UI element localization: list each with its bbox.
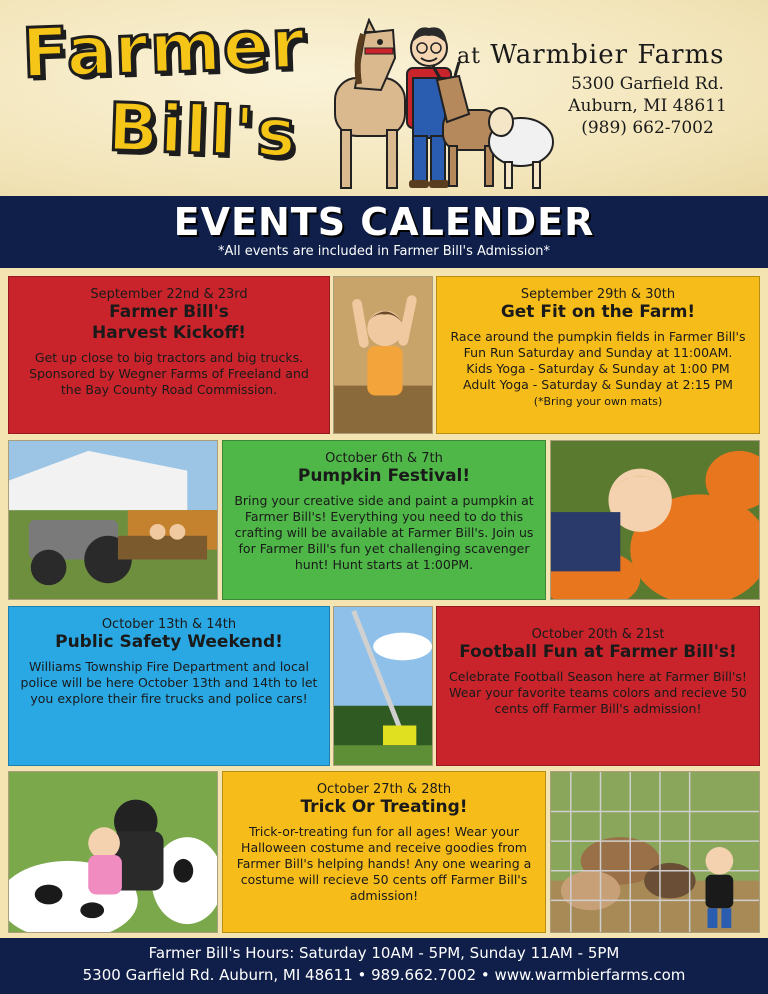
event-card-harvest-kickoff [8, 276, 330, 434]
event-title: Trick Or Treating! [300, 797, 468, 817]
phone-number: (989) 662-7002 [581, 118, 714, 138]
event-description: Bring your creative side and paint a pumpkin at Farmer Bill's! Everything you need to do this crafting will be available at Farmer Bill's. Join us for Farmer Bill's fun yet challenging scavenger hunt! Hunt starts at 1:00PM. [234, 493, 534, 572]
event-title: Pumpkin Festival! [297, 466, 471, 486]
logo-farmer: Farmer [20, 5, 308, 94]
banner-subtitle: *All events are included in Farmer Bill's Admission* [217, 244, 551, 259]
event-date: October 13th & 14th [101, 617, 237, 632]
event-title: Football Fun at Farmer Bill's! [459, 642, 737, 662]
photo-boy-on-pumpkin [550, 440, 760, 600]
event-adult-yoga: Adult Yoga - Saturday & Sunday at 2:15 PM [463, 377, 733, 392]
event-card-football-fun [436, 606, 760, 766]
events-grid [0, 268, 768, 938]
event-description: Celebrate Football Season here at Farmer Bill's! Wear your favorite teams colors and recieve 50 cents off Farmer Bill's admission! [449, 669, 747, 716]
footer [0, 938, 768, 994]
event-description: Williams Township Fire Department and local police will be here October 13th and 14th to let you explore their fire trucks and police cars! [20, 659, 318, 706]
photo-cow-ride [8, 771, 218, 933]
event-description: Trick-or-treating fun for all ages! Wear your Halloween costume and receive goodies from Farmer Bill's helping hands! Any one wearing a costume will recieve 50 cents off Farmer Bill's admission! [236, 824, 532, 903]
photo-child-pumpkin-field [333, 276, 433, 434]
sheep-icon [489, 108, 553, 188]
event-title: Get Fit on the Farm! [500, 302, 696, 322]
event-card-trick-or-treating [222, 771, 546, 933]
horse-icon [335, 20, 405, 188]
footer-hours: Farmer Bill's Hours: Saturday 10AM - 5PM, Sunday 11AM - 5PM [148, 944, 620, 962]
at-prefix: at [457, 44, 481, 69]
events-banner [0, 196, 768, 268]
event-date: October 20th & 21st [531, 627, 665, 642]
logo-bills: Bill's [106, 88, 299, 173]
event-date: September 29th & 30th [520, 287, 676, 302]
event-description: Race around the pumpkin fields in Farmer Bill's Fun Run Saturday and Sunday at 11:00AM. [450, 329, 746, 360]
photo-fire-truck-ladder [333, 606, 433, 766]
event-title: Public Safety Weekend! [55, 632, 283, 652]
event-description: Get up close to big tractors and big trucks. Sponsored by Wegner Farms of Freeland and the Bay County Road Commission. [29, 350, 309, 397]
farm-name-line [457, 40, 763, 70]
event-title: Farmer Bill's [109, 302, 229, 322]
event-card-get-fit [436, 276, 760, 434]
event-date: October 6th & 7th [325, 451, 443, 466]
photo-petting-zoo-goats [550, 771, 760, 933]
event-card-pumpkin-festival [222, 440, 546, 600]
event-kids-yoga: Kids Yoga - Saturday & Sunday at 1:00 PM [466, 361, 730, 376]
event-date: September 22nd & 23rd [90, 287, 248, 302]
address-line1: 5300 Garfield Rd. [571, 74, 724, 94]
farm-name: Warmbier Farms [490, 40, 725, 70]
banner-title: EVENTS CALENDER [173, 200, 595, 244]
event-card-public-safety [8, 606, 330, 766]
photo-tractor-hayride [8, 440, 218, 600]
footer-contact: 5300 Garfield Rd. Auburn, MI 48611 • 989.662.7002 • www.warmbierfarms.com [82, 966, 686, 984]
event-note: (*Bring your own mats) [533, 395, 663, 408]
event-title-line2: Harvest Kickoff! [92, 323, 246, 343]
event-date: October 27th & 28th [316, 782, 452, 797]
address-line2: Auburn, MI 48611 [568, 96, 727, 116]
header [0, 0, 768, 196]
